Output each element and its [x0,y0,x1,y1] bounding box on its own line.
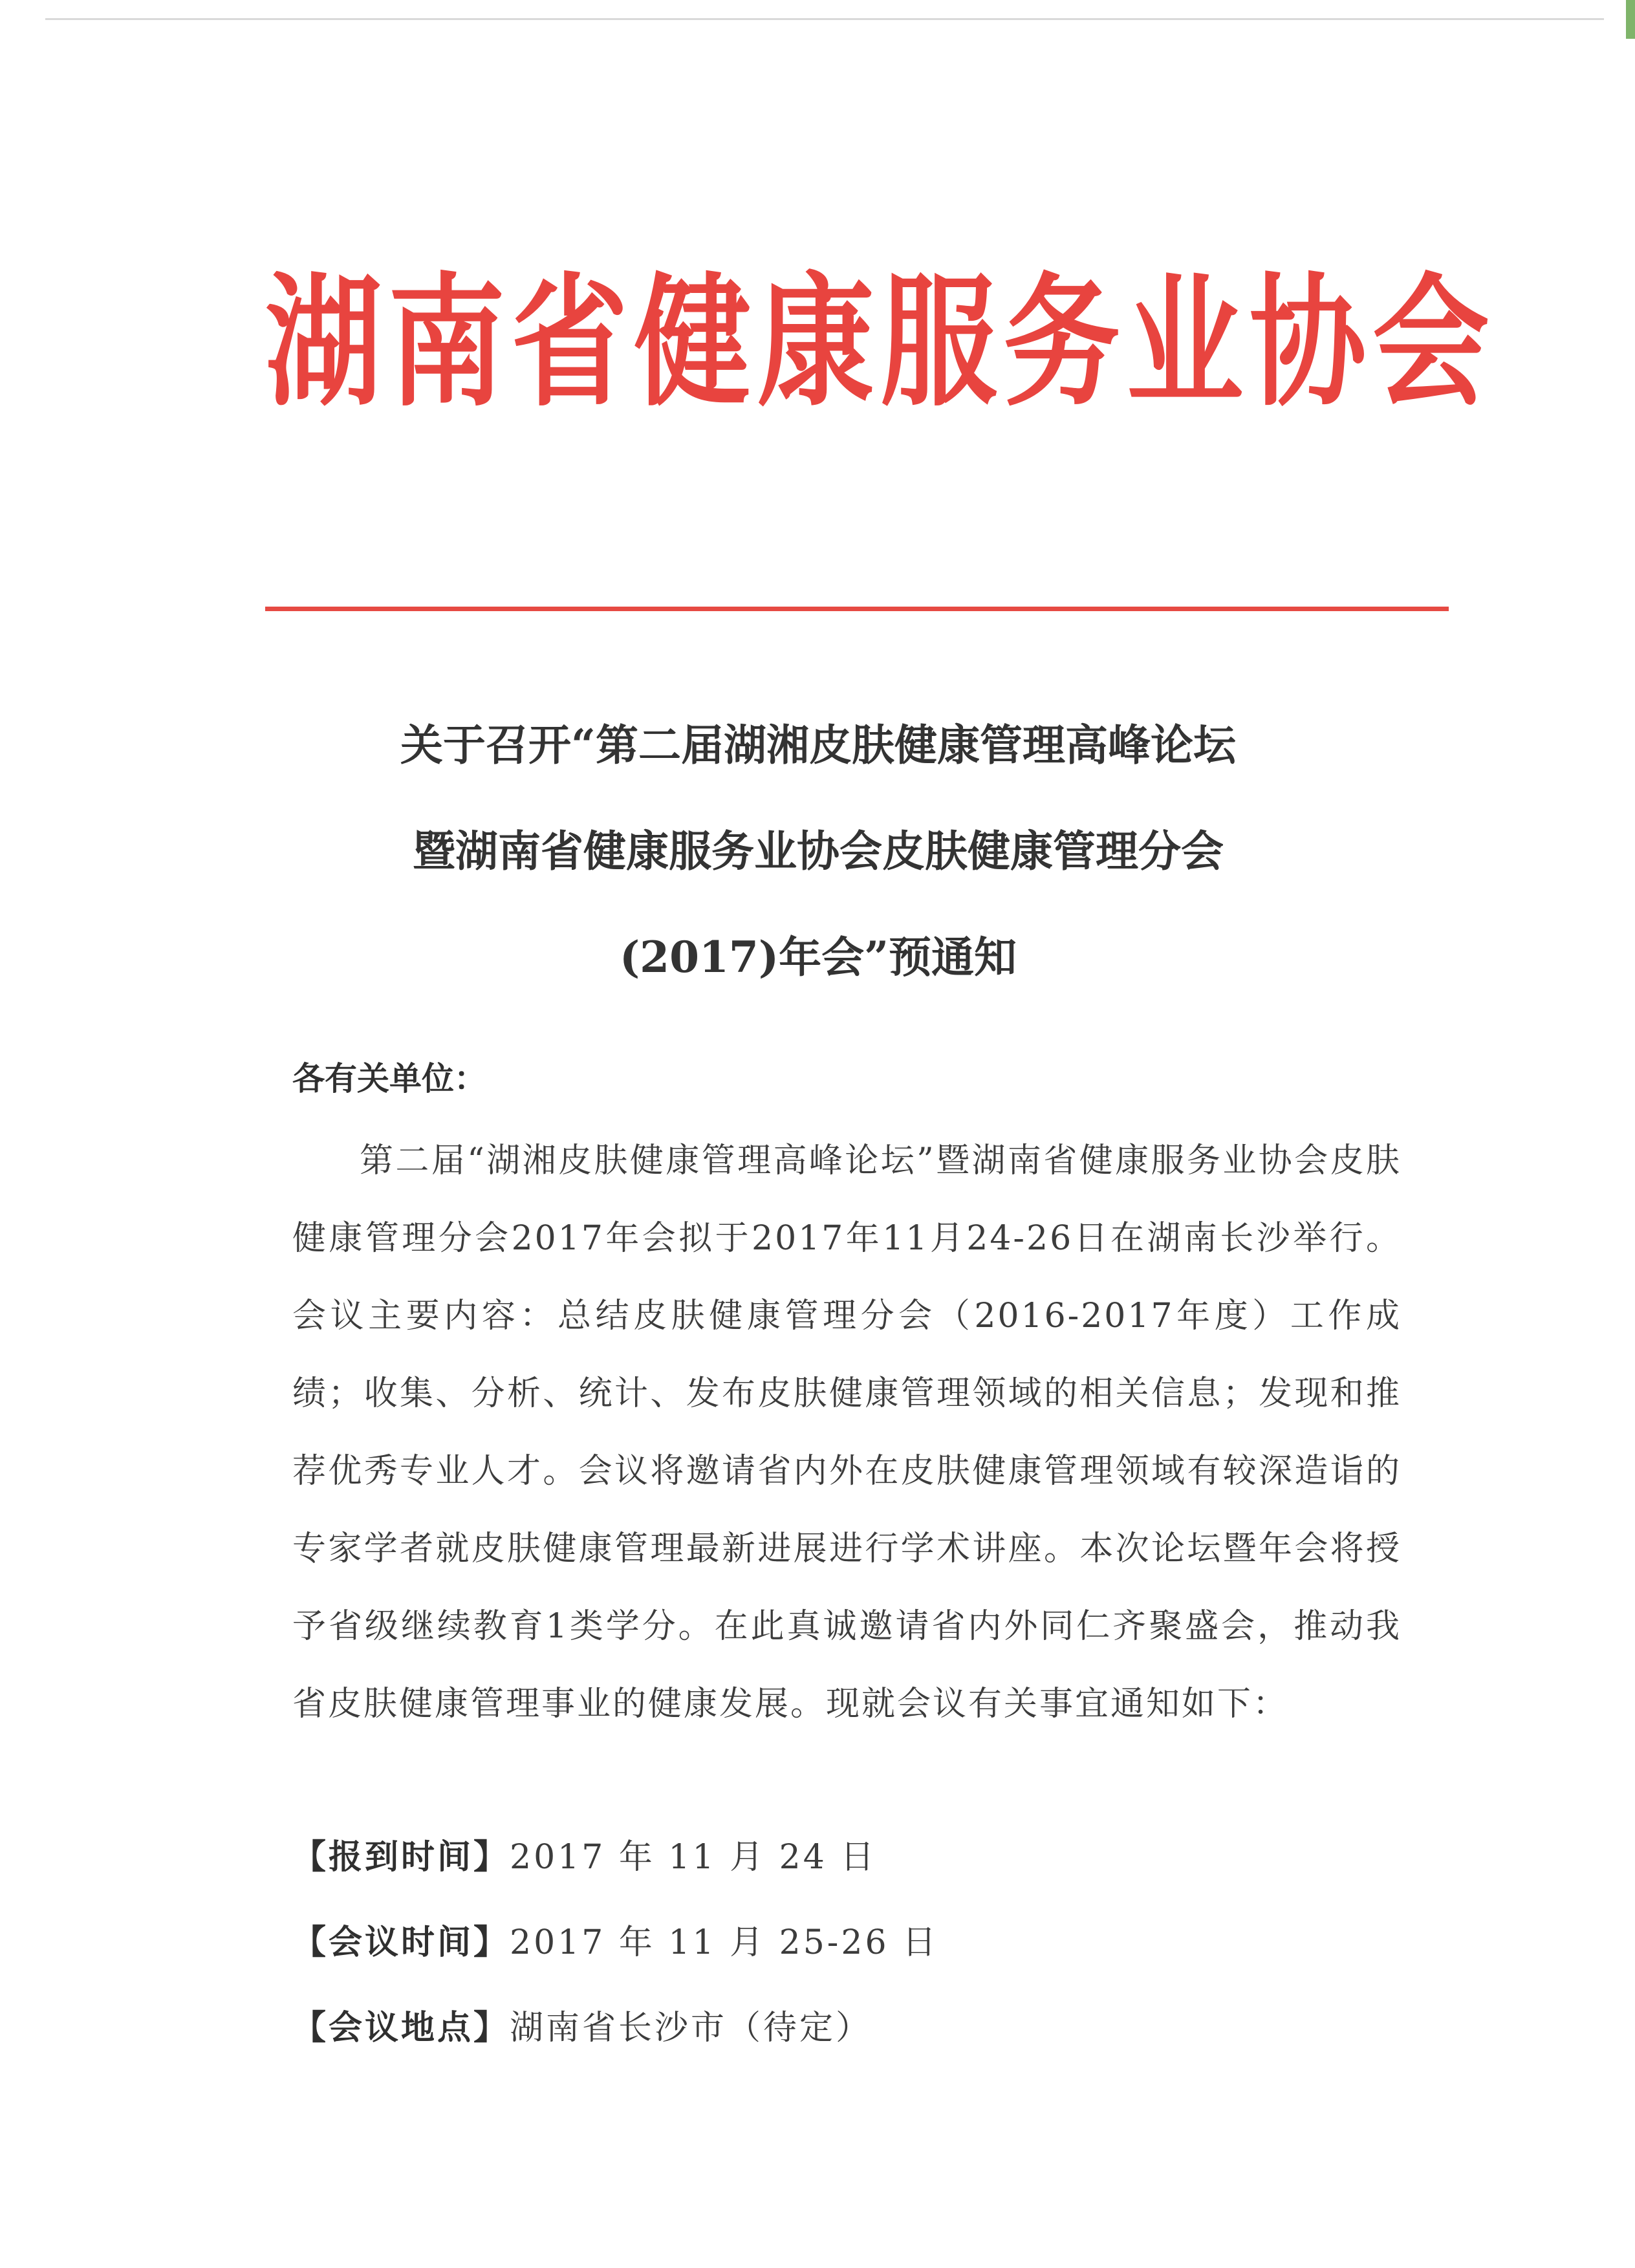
info-value: 湖南省长沙市（待定） [510,2009,872,2047]
body-paragraph: 第二届“湖湘皮肤健康管理高峰论坛”暨湖南省健康服务业协会皮肤健康管理分会2017年会拟于2017年11月24-26日在湖南长沙举行。会议主要内容：总结皮肤健康管理分会（2016-2017年度）工作成绩；收集、分析、统计、发布皮肤健康管理领域的相关信息；发现和推荐优秀专业人才。会议将邀请省内外在皮肤健康管理领域有较深造诣的专家学者就皮肤健康管理最新进展进行学术讲座。本次论坛暨年会将授予省级继续教育1类学分。在此真诚邀请省内外同仁齐聚盛会，推动我省皮肤健康管理事业的健康发展。现就会议有关事宜通知如下： [292,1141,1402,1723]
info-label: 【报到时间】 [292,1838,510,1877]
info-item-checkin [292,1815,938,1900]
info-label: 【会议时间】 [292,1923,510,1962]
info-label: 【会议地点】 [292,2009,510,2047]
info-value: 2017 年 11 月 25-26 日 [510,1923,939,1962]
salutation: 各有关单位： [292,1060,486,1097]
info-item-meeting-time [292,1900,938,1985]
letterhead-title: 湖南省健康服务业协会 [265,260,1496,426]
scan-edge-mark [1626,0,1635,39]
document-title [194,692,1442,1010]
document-title-line-1: 关于召开“第二届湖湘皮肤健康管理高峰论坛 [400,720,1236,770]
info-item-venue [292,1985,938,2071]
meeting-info-list [292,1815,938,2071]
info-value: 2017 年 11 月 24 日 [510,1838,877,1877]
scan-edge-line [45,18,1604,20]
letterhead-divider [265,607,1449,611]
document-title-line-3: (2017)年会”预通知 [619,932,1017,982]
document-title-line-2: 暨湖南省健康服务业协会皮肤健康管理分会 [413,826,1224,876]
